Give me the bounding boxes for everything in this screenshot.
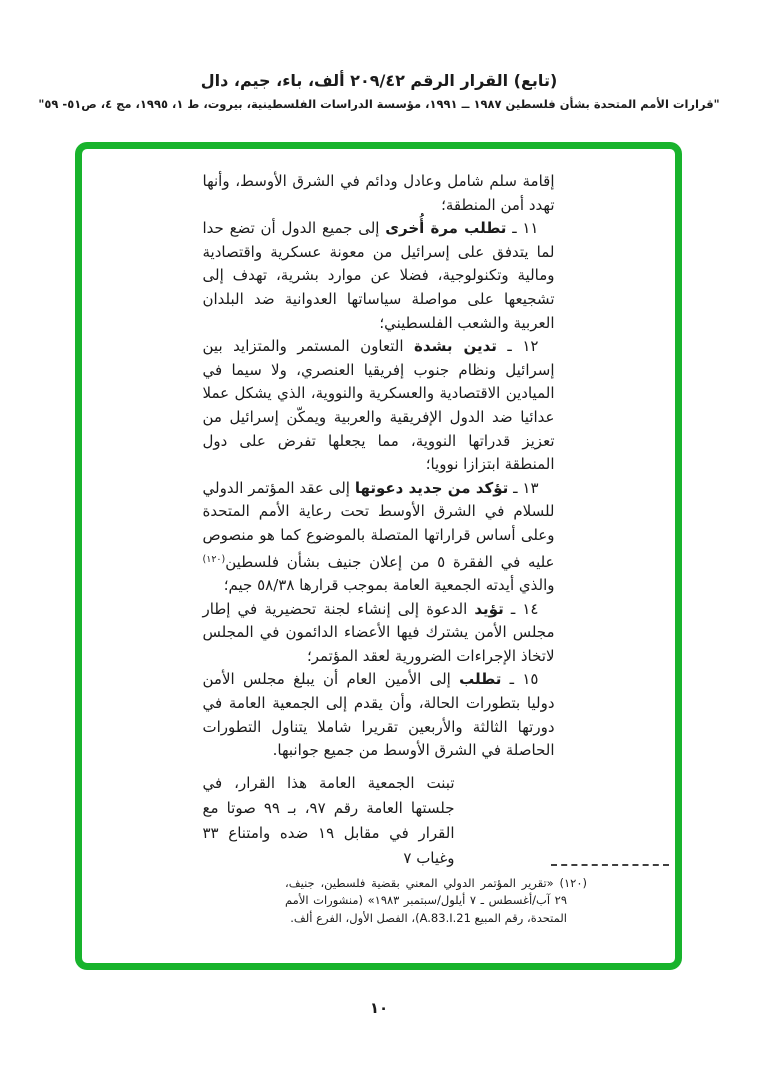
resolution-paragraph-11 <box>203 217 555 335</box>
page-number: ١٠ <box>369 999 389 1017</box>
footnote-ref-120: (١٢٠) <box>202 553 226 565</box>
resolution-paragraph-14 <box>203 598 555 669</box>
document-header <box>0 71 758 111</box>
continuation-paragraph <box>203 170 555 217</box>
document-title: (تابع) القرار الرقم ٤٢‏/‏٢٠٩ ألف، باء، جيم، دال <box>200 71 558 90</box>
resolution-paragraph-12 <box>203 335 555 477</box>
paragraph-lead: تطلب مرة أُخرى <box>385 219 507 238</box>
adoption-note: تبنت الجمعية العامة هذا القرار، في جلستها العامة رقم ٩٧، بـ ٩٩ صوتا مع القرار في مقابل ١٩ ضده وامتناع ٣٣ وغياب ٧ <box>202 773 455 867</box>
resolution-frame <box>75 142 682 970</box>
paragraph-number: ١٤ ـ <box>503 599 539 618</box>
footnote-separator <box>551 864 669 866</box>
footnote-120: (١٢٠) «تقرير المؤتمر الدولي المعني بقضية فلسطين، جنيف، ٢٩ آب/أغسطس ـ ٧ أيلول/سبتمبر ١٩٨٣» (منشورات الأمم المتحدة، رقم المبيع A.83.I.21)، الفصل الأول، الفرع ألف. <box>285 875 587 925</box>
paragraph-text: إلى جميع الدول أن تضع حدا لما يتدفق على إسرائيل من معونة عسكرية واقتصادية ومالية وتكنولوجية، فضلا عن موارد بشرية، تهدف إلى تشجيعها على مواصلة سياساتها العدوانية ضد البلدان العربية والشعب الفلسطيني؛ <box>202 219 555 332</box>
footnote-area <box>82 864 675 928</box>
paragraph-text: الدعوة إلى إنشاء لجنة تحضيرية في إطار مجلس الأمن يشترك فيها الأعضاء الدائمون في المجلس لاتخاذ الإجراءات الضرورية لعقد المؤتمر؛ <box>202 599 555 665</box>
paragraph-text: إلى الأمين العام أن يبلغ مجلس الأمن دوليا بتطورات الحالة، وأن يقدم إلى الجمعية العامة في دورتها الثالثة والأربعين تقريرا شاملا يتناول التطورات الحاصلة في الشرق الأوسط من جميع جوانبها. <box>202 670 555 760</box>
paragraph-lead: تطلب <box>459 670 502 689</box>
paragraph-lead: تدين بشدة <box>414 337 497 356</box>
resolution-body <box>203 170 555 871</box>
paragraph-text: والذي أيدته الجمعية العامة بموجب قرارها ٣٨‏/‏٥٨ جيم؛ <box>223 576 555 595</box>
resolution-paragraph-15 <box>203 668 555 762</box>
paragraph-number: ١٣ ـ <box>508 478 539 497</box>
paragraph-number: ١٥ ـ <box>501 670 539 689</box>
document-source: "قرارات الأمم المتحدة بشأن فلسطين ١٩٨٧ ــ ١٩٩١، مؤسسة الدراسات الفلسطينية، بيروت، ط ١، ١٩٩٥، مج ٤، ص٥١- ٥٩" <box>38 97 720 111</box>
resolution-paragraph-13 <box>203 477 555 598</box>
paragraph-text: إقامة سلم شامل وعادل ودائم في الشرق الأوسط، وأنها تهدد أمن المنطقة؛ <box>202 172 555 214</box>
paragraph-text: التعاون المستمر والمتزايد بين إسرائيل ونظام جنوب إفريقيا العنصري، ولا سيما في الميادين الاقتصادية والعسكرية والنووية، الذي يشكل عملا عدائيا ضد الدول الإفريقية والعربية ويمكّن إسرائيل من تعزيز قدراتها النووية، مما يجعلها تفرض على دول المنطقة ابتزازا نوويا؛ <box>202 337 555 474</box>
paragraph-number: ١١ ـ <box>506 219 539 238</box>
paragraph-number: ١٢ ـ <box>496 337 539 356</box>
paragraph-text: إلى عقد المؤتمر الدولي للسلام في الشرق الأوسط تحت رعاية الأمم المتحدة وعلى أساس قراراتها المتصلة بالموضوع كما هو منصوص عليه في الفقرة ٥ من إعلان جنيف بشأن فلسطين <box>202 478 555 571</box>
paragraph-lead: تؤيد <box>474 599 504 618</box>
paragraph-lead: تؤكد من جديد دعوتها <box>354 478 509 497</box>
